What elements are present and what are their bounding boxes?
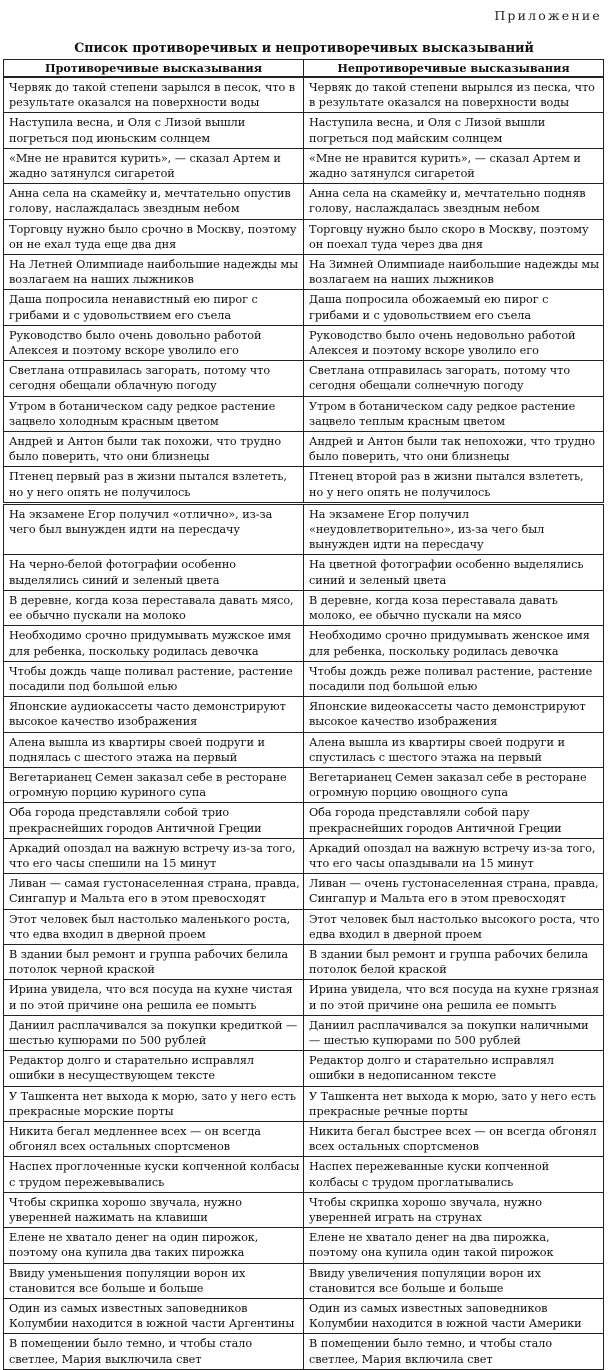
contradictory-statement: Червяк до такой степени зарылся в песок, что в результате оказался на поверхности воды [4,77,304,113]
contradictory-statement: Елене не хватало денег на один пирожок, поэтому она купила два таких пирожка [4,1228,304,1263]
table-row [4,219,604,254]
table-row [4,661,604,696]
page-title: Список противоречивых и непротиворечивых высказываний [74,40,534,55]
consistent-statement: Этот человек был настолько высокого роста, что едва входил в дверной проем [304,909,604,944]
contradictory-statement: Аркадий опоздал на важную встречу из-за того, что его часы спешили на 15 минут [4,838,304,873]
table-row [4,944,604,979]
table-row [4,184,604,219]
consistent-statement: Светлана отправилась загорать, потому что сегодня обещали солнечную погоду [304,361,604,396]
consistent-statement: Елене не хватало денег на два пирожка, поэтому она купила один такой пирожок [304,1228,604,1263]
table-row [4,1334,604,1369]
contradictory-statement: Необходимо срочно придумывать мужское имя для ребенка, поскольку родилась девочка [4,626,304,661]
consistent-statement: Аркадий опоздал на важную встречу из-за того, что его часы опаздывали на 15 минут [304,838,604,873]
table-row [4,1263,604,1298]
contradictory-statement: Ввиду уменьшения популяции ворон их становится все больше и больше [4,1263,304,1298]
table-row [4,697,604,732]
contradictory-statement: Ливан — самая густонаселенная страна, правда, Сингапур и Мальта его в этом превосходят [4,874,304,909]
table-row [4,432,604,467]
consistent-statement: Анна села на скамейку и, мечтательно подняв голову, наслаждалась звездным небом [304,184,604,219]
table-row [4,1086,604,1121]
table-row [4,396,604,431]
table-row [4,767,604,802]
table-row [4,555,604,590]
table-row [4,148,604,183]
consistent-statement: Необходимо срочно придумывать женское имя для ребенка, поскольку родилась девочка [304,626,604,661]
contradictory-statement: У Ташкента нет выхода к морю, зато у него есть прекрасные морские порты [4,1086,304,1121]
contradictory-statement: Ирина увидела, что вся посуда на кухне чистая и по этой причине она решила ее помыть [4,980,304,1015]
contradictory-statement: Торговцу нужно было срочно в Москву, поэтому он не ехал туда еще два дня [4,219,304,254]
table-row [4,325,604,360]
contradictory-statement: В деревне, когда коза переставала давать мясо, ее обычно пускали на молоко [4,590,304,625]
contradictory-statement: Птенец первый раз в жизни пытался взлететь, но у него опять не получилось [4,467,304,503]
contradictory-statement: «Мне не нравится курить», — сказал Артем и жадно затянулся сигаретой [4,148,304,183]
table-row [4,113,604,148]
contradictory-statement: Никита бегал медленнее всех — он всегда обгонял всех остальных спортсменов [4,1121,304,1156]
table-row [4,626,604,661]
contradictory-statement: Наспех проглоченные куски копченной колбасы с трудом пережевывались [4,1157,304,1192]
contradictory-statement: Руководство было очень довольно работой Алексея и поэтому вскоре уволило его [4,325,304,360]
contradictory-statement: Вегетарианец Семен заказал себе в ресторане огромную порцию куриного супа [4,767,304,802]
table-row [4,874,604,909]
contradictory-statement: В помещении было темно, и чтобы стало светлее, Мария выключила свет [4,1334,304,1369]
table-header-row [4,60,604,78]
contradictory-statement: Чтобы скрипка хорошо звучала, нужно уверенней нажимать на клавиши [4,1192,304,1227]
table-row [4,1228,604,1263]
consistent-statement: Чтобы дождь реже поливал растение, растение посадили под большой елью [304,661,604,696]
consistent-statement: Вегетарианец Семен заказал себе в ресторане огромную порцию овощного супа [304,767,604,802]
page-header [0,0,608,30]
table-row [4,1157,604,1192]
table-row [4,803,604,838]
consistent-statement: Наступила весна, и Оля с Лизой вышли погреться под майским солнцем [304,113,604,148]
contradictory-statement: На Летней Олимпиаде наибольшие надежды мы возлагаем на наших лыжников [4,255,304,290]
contradictory-statement: Даниил расплачивался за покупки кредиткой — шестью купюрами по 500 рублей [4,1015,304,1050]
consistent-statement: В помещении было темно, и чтобы стало светлее, Мария включила свет [304,1334,604,1369]
table-row [4,1299,604,1334]
table-row [4,732,604,767]
consistent-statement: Чтобы скрипка хорошо звучала, нужно уверенней играть на струнах [304,1192,604,1227]
running-header: Приложение [494,8,602,23]
consistent-statement: Ввиду увеличения популяции ворон их становится все больше и больше [304,1263,604,1298]
table-row [4,1051,604,1086]
table-row [4,590,604,625]
table-row [4,838,604,873]
consistent-statement: Наспех пережеванные куски копченной колбасы с трудом проглатывались [304,1157,604,1192]
contradictory-statement: Даша попросила ненавистный ею пирог с грибами и с удовольствием его съела [4,290,304,325]
consistent-statement: Никита бегал быстрее всех — он всегда обгонял всех остальных спортсменов [304,1121,604,1156]
contradictory-statement: Чтобы дождь чаще поливал растение, растение посадили под большой елью [4,661,304,696]
contradictory-statement: Оба города представляли собой трио прекраснейших городов Античной Греции [4,803,304,838]
consistent-statement: Утром в ботаническом саду редкое растение зацвело теплым красным цветом [304,396,604,431]
contradictory-statement: Один из самых известных заповедников Колумбии находится в южной части Аргентины [4,1299,304,1334]
consistent-statement: В деревне, когда коза переставала давать молоко, ее обычно пускали на мясо [304,590,604,625]
consistent-statement: В здании был ремонт и группа рабочих белила потолок белой краской [304,944,604,979]
table-row [4,1121,604,1156]
contradictory-statement: Анна села на скамейку и, мечтательно опустив голову, наслаждалась звездным небом [4,184,304,219]
contradictory-statement: Алена вышла из квартиры своей подруги и поднялась с шестого этажа на первый [4,732,304,767]
table-row [4,503,604,555]
table-row [4,909,604,944]
table-row [4,1192,604,1227]
table-row [4,361,604,396]
column-header-consistent: Непротиворечивые высказывания [304,60,604,78]
consistent-statement: Ирина увидела, что вся посуда на кухне грязная и по этой причине она решила ее помыть [304,980,604,1015]
contradictory-statement: Наступила весна, и Оля с Лизой вышли погреться под июньским солнцем [4,113,304,148]
consistent-statement: Даниил расплачивался за покупки наличными — шестью купюрами по 500 рублей [304,1015,604,1050]
table-row [4,255,604,290]
table-row [4,467,604,503]
table-row [4,980,604,1015]
table-body [4,77,604,1369]
contradictory-statement: На черно-белой фотографии особенно выделялись синий и зеленый цвета [4,555,304,590]
contradictory-statement: Андрей и Антон были так похожи, что трудно было поверить, что они близнецы [4,432,304,467]
consistent-statement: Андрей и Антон были так непохожи, что трудно было поверить, что они близнецы [304,432,604,467]
consistent-statement: «Мне не нравится курить», — сказал Артем и жадно затянулся сигаретой [304,148,604,183]
consistent-statement: Ливан — очень густонаселенная страна, правда, Сингапур и Мальта его в этом превосходят [304,874,604,909]
contradictory-statement: Редактор долго и старательно исправлял ошибки в несуществующем тексте [4,1051,304,1086]
consistent-statement: Даша попросила обожаемый ею пирог с грибами и с удовольствием его съела [304,290,604,325]
consistent-statement: На цветной фотографии особенно выделялись синий и зеленый цвета [304,555,604,590]
consistent-statement: Редактор долго и старательно исправлял ошибки в недописанном тексте [304,1051,604,1086]
consistent-statement: На Зимней Олимпиаде наибольшие надежды мы возлагаем на наших лыжников [304,255,604,290]
table-row [4,77,604,113]
consistent-statement: У Ташкента нет выхода к морю, зато у него есть прекрасные речные порты [304,1086,604,1121]
contradictory-statement: Утром в ботаническом саду редкое растение зацвело холодным красным цветом [4,396,304,431]
consistent-statement: На экзамене Егор получил «неудовлетворительно», из-за чего был вынужден идти на пересдачу [304,503,604,555]
consistent-statement: Червяк до такой степени вырылся из песка, что в результате оказался на поверхности воды [304,77,604,113]
consistent-statement: Птенец второй раз в жизни пытался взлететь, но у него опять не получилось [304,467,604,503]
consistent-statement: Японские видеокассеты часто демонстрируют высокое качество изображения [304,697,604,732]
contradictory-statement: На экзамене Егор получил «отлично», из-за чего был вынужден идти на пересдачу [4,503,304,555]
contradictory-statement: В здании был ремонт и группа рабочих белила потолок черной краской [4,944,304,979]
consistent-statement: Алена вышла из квартиры своей подруги и спустилась с шестого этажа на первый [304,732,604,767]
table-row [4,1015,604,1050]
contradictory-statement: Японские аудиокассеты часто демонстрируют высокое качество изображения [4,697,304,732]
contradictory-statement: Светлана отправилась загорать, потому что сегодня обещали облачную погоду [4,361,304,396]
column-header-contradictory: Противоречивые высказывания [4,60,304,78]
contradictory-statement: Этот человек был настолько маленького роста, что едва входил в дверной проем [4,909,304,944]
statements-table [3,59,604,1370]
consistent-statement: Руководство было очень недовольно работой Алексея и поэтому вскоре уволило его [304,325,604,360]
consistent-statement: Торговцу нужно было скоро в Москву, поэтому он поехал туда через два дня [304,219,604,254]
consistent-statement: Один из самых известных заповедников Колумбии находится в южной части Америки [304,1299,604,1334]
consistent-statement: Оба города представляли собой пару прекраснейших городов Античной Греции [304,803,604,838]
table-row [4,290,604,325]
